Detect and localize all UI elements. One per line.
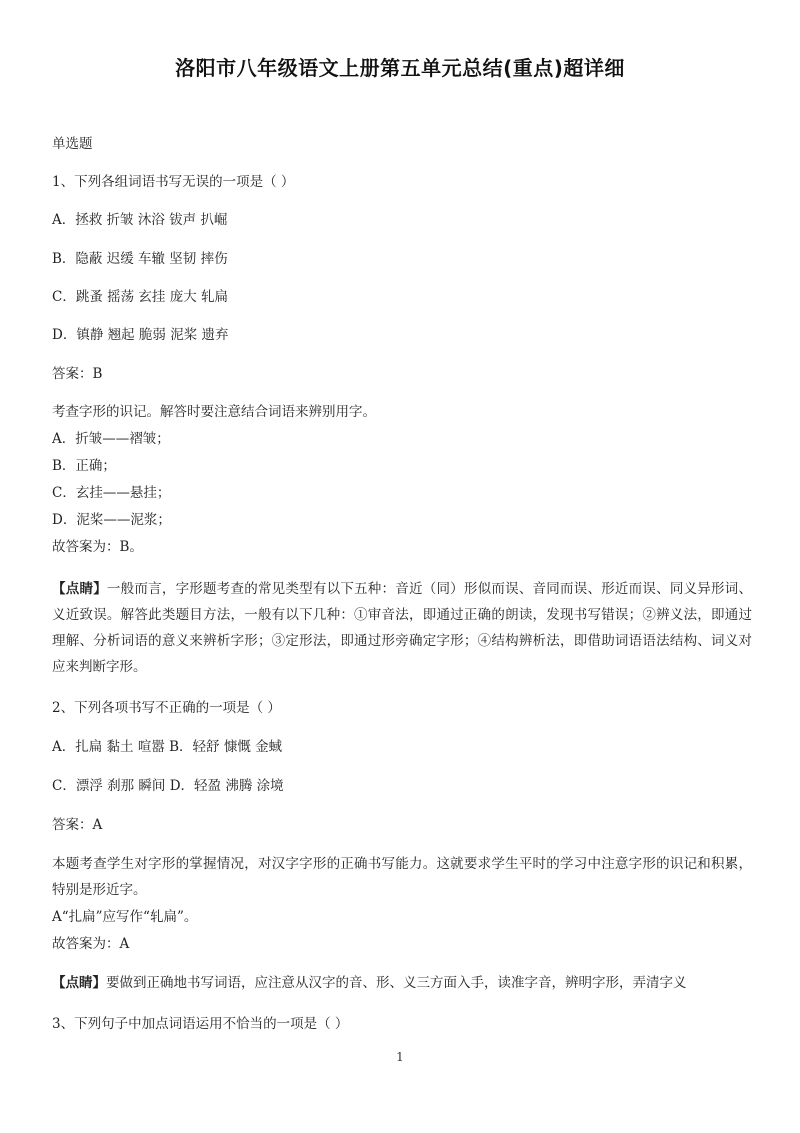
question-2-options-cd: C．漂浮 刹那 瞬间 D．轻盈 沸腾 涂境 xyxy=(52,778,284,794)
question-2-note xyxy=(52,970,752,996)
question-1-explanation-line: C．玄挂——悬挂； xyxy=(52,485,171,501)
note-text: 要做到正确地书写词语，应注意从汉字的音、形、义三方面入手，读准字音，辨明字形，弄清字义 xyxy=(106,975,687,991)
document-title: 洛阳市八年级语文上册第五单元总结(重点)超详细 xyxy=(175,56,625,80)
question-3-stem: 3、下列句子中加点词语运用不恰当的一项是（ ） xyxy=(52,1016,349,1032)
question-1-option-a: A．拯救 折皱 沐浴 钹声 扒崛 xyxy=(52,212,228,228)
question-1-explanation-line: D．泥桨——泥浆； xyxy=(52,512,171,528)
question-1-stem: 1、下列各组词语书写无误的一项是（ ） xyxy=(52,174,295,190)
note-text: 一般而言，字形题考查的常见类型有以下五种：音近（同）形似而误、音同而误、形近而误、同义异形词、义近致误。解答此类题目方法，一般有以下几种：①审音法，即通过正确的朗读，发现书写错误；②辨义法，即通过理解、分析词语的意义来辨析字形；③定形法，即通过形旁确定字形；④结构辨析法，即借助词语语法结构、词义对应来判断字形。 xyxy=(52,581,753,675)
question-1-explanation-line: 故答案为：B。 xyxy=(52,539,143,555)
question-1-option-b: B．隐蔽 迟缓 车辙 坚韧 摔伤 xyxy=(52,251,228,267)
question-1-note xyxy=(52,576,752,680)
section-heading: 单选题 xyxy=(52,136,93,152)
question-2-explanation-line: 故答案为：A xyxy=(52,936,130,952)
question-1-explanation-line: 考查字形的识记。解答时要注意结合词语来辨别用字。 xyxy=(52,404,376,420)
question-1-explanation-line: A．折皱——褶皱； xyxy=(52,431,170,447)
question-1-option-c: C．跳蚤 摇荡 玄挂 庞大 轧扁 xyxy=(52,289,228,305)
question-2-explanation-paragraph: 本题考查学生对字形的掌握情况，对汉字字形的正确书写能力。这就要求学生平时的学习中注意字形的识记和积累，特别是形近字。 xyxy=(52,856,752,898)
note-tag: 【点睛】 xyxy=(52,581,107,597)
question-2-answer: 答案：A xyxy=(52,817,103,833)
page-number: 1 xyxy=(396,1050,404,1064)
question-2-explanation-line: A“扎扁”应写作“轧扁”。 xyxy=(52,909,198,925)
question-1-explanation-line: B．正确； xyxy=(52,458,116,474)
note-tag: 【点睛】 xyxy=(52,975,106,991)
question-1-answer: 答案：B xyxy=(52,366,103,382)
question-2-stem: 2、下列各项书写不正确的一项是（ ） xyxy=(52,700,281,716)
question-1-option-d: D．镇静 翘起 脆弱 泥桨 遗弃 xyxy=(52,327,229,343)
question-2-options-ab: A．扎扁 黏土 喧嚣 B．轻舒 慷慨 金蜮 xyxy=(52,739,283,755)
